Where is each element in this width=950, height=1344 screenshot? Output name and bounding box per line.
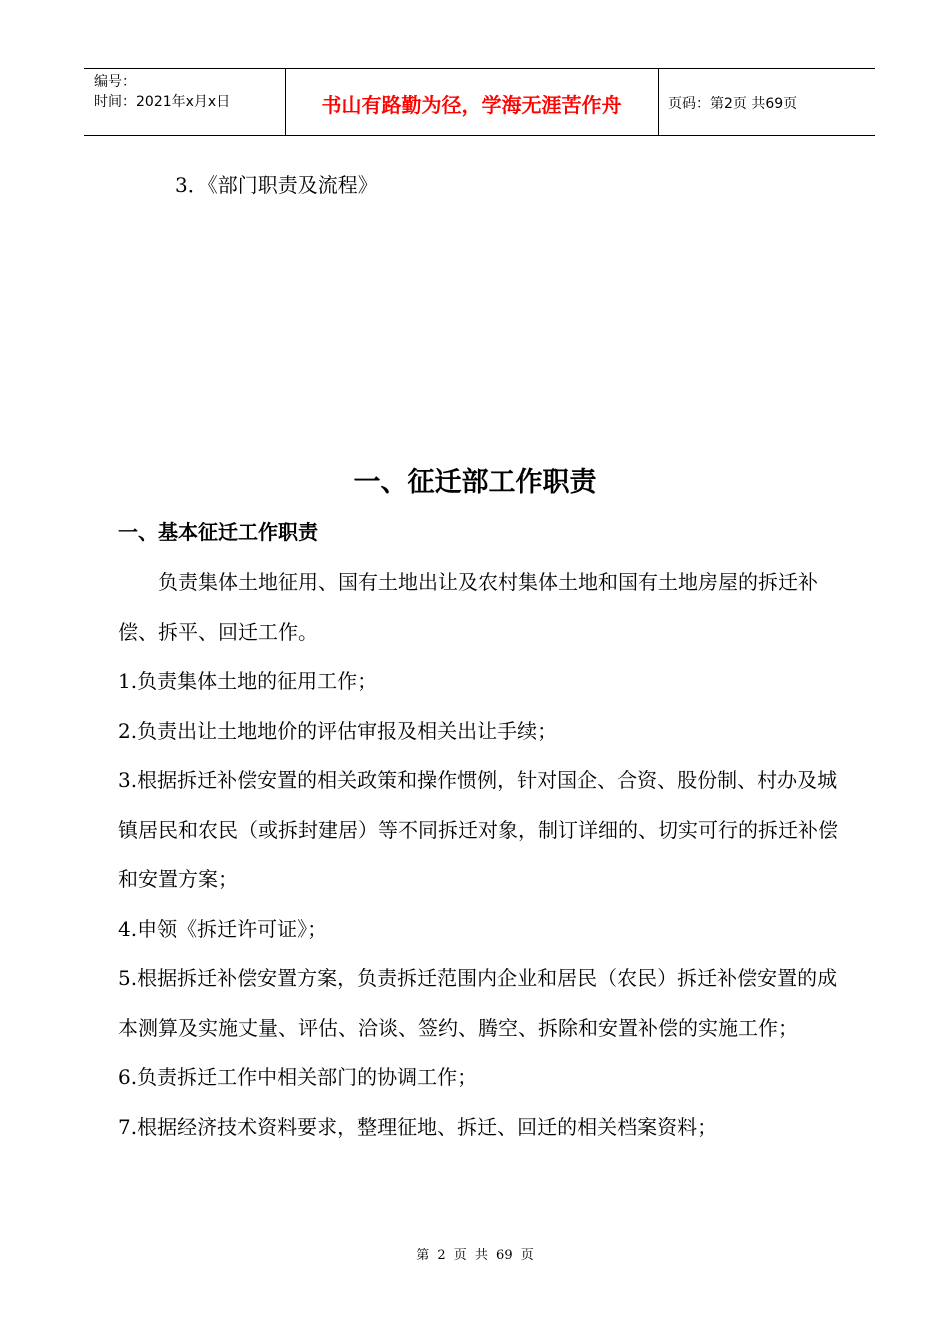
body-content: [118, 558, 842, 1152]
list-item: 4.申领《拆迁许可证》；: [118, 916, 328, 941]
time-label: 时间：2021年x月x日: [94, 94, 231, 110]
list-item: 1.负责集体土地的征用工作；: [118, 669, 378, 693]
header-meta: [94, 72, 230, 112]
toc-item: 3．《部门职责及流程》: [175, 173, 378, 197]
list-item: 2.负责出让土地地价的评估审报及相关出让手续；: [118, 718, 558, 743]
list-item: 6.负责拆迁工作中相关部门的协调工作；: [118, 1065, 478, 1089]
paragraph-intro: 负责集体土地征用、国有土地出让及农村集体土地和国有土地房屋的拆迁补偿、拆平、回迁工作。: [118, 570, 818, 644]
list-item: 7.根据经济技术资料要求，整理征地、拆迁、回迁的相关档案资料；: [118, 1114, 718, 1139]
page-footer: 第 2 页 共 69 页: [416, 1248, 534, 1263]
header-divider: [658, 69, 659, 135]
serial-label: 编号：: [94, 74, 136, 90]
section-heading: 一、基本征迁工作职责: [118, 520, 318, 544]
list-item: 5.根据拆迁补偿安置方案，负责拆迁范围内企业和居民（农民）拆迁补偿安置的成本测算及实施丈量、评估、洽谈、签约、腾空、拆除和安置补偿的实施工作；: [118, 966, 838, 1040]
header-motto: 书山有路勤为径，学海无涯苦作舟: [321, 92, 622, 117]
page-header: [84, 68, 875, 136]
page-title: 一、征迁部工作职责: [353, 467, 597, 498]
header-page-info: 页码：第2页 共69页: [668, 96, 798, 112]
list-item: 3.根据拆迁补偿安置的相关政策和操作惯例，针对国企、合资、股份制、村办及城镇居民和农民（或拆封建居）等不同拆迁对象，制订详细的、切实可行的拆迁补偿和安置方案；: [118, 768, 838, 891]
